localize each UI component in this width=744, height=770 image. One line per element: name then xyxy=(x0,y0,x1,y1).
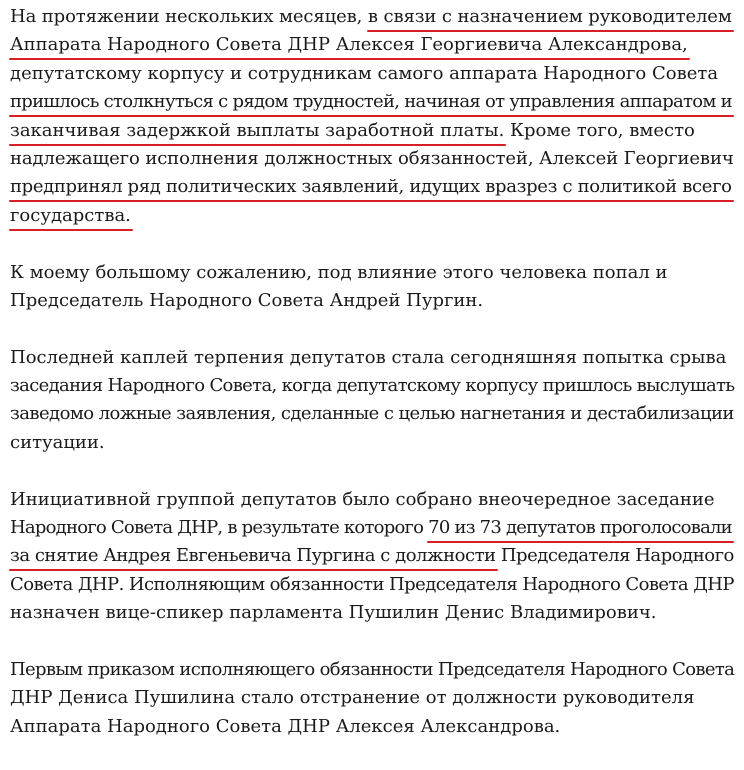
text-segment: Народного Совета ДНР, в результате которого xyxy=(10,517,429,539)
text-segment: Совета ДНР. Исполняющим обязанности Председателя Народного Совета ДНР xyxy=(10,573,734,595)
paragraph xyxy=(10,3,734,230)
text-line xyxy=(10,60,734,88)
underlined-phrase: заканчивая задержкой выплаты заработной платы. xyxy=(10,119,505,141)
text-line xyxy=(10,514,734,542)
text-segment: Первым приказом исполняющего обязанности Председателя Народного Совета xyxy=(10,658,735,680)
text-line xyxy=(10,542,734,570)
text-segment: Последней каплей терпения депутатов стала сегодняшняя попытка срыва xyxy=(10,346,727,368)
text-segment: К моему большому сожалению, под влияние этого человека попал и xyxy=(10,261,668,283)
underlined-phrase: предпринял ряд политических заявлений, идущих вразрез с политикой всего xyxy=(10,176,732,198)
text-line xyxy=(10,173,734,201)
text-segment: депутатскому корпусу и сотрудникам самого аппарата Народного Совета xyxy=(10,62,719,84)
text-line xyxy=(10,344,734,372)
text-line xyxy=(10,202,734,230)
text-segment: Кроме того, вместо xyxy=(504,119,695,141)
text-line xyxy=(10,400,734,428)
text-line xyxy=(10,117,734,145)
text-line xyxy=(10,713,734,741)
text-line xyxy=(10,31,734,59)
text-segment: надлежащего исполнения должностных обязанностей, Алексей Георгиевич xyxy=(10,147,734,169)
text-line xyxy=(10,571,734,599)
underlined-phrase: пришлось столкнуться с рядом трудностей, начиная от управления аппаратом и xyxy=(10,91,732,113)
text-line xyxy=(10,145,734,173)
text-line xyxy=(10,486,734,514)
paragraph xyxy=(10,486,734,628)
text-line xyxy=(10,259,734,287)
text-line xyxy=(10,599,734,627)
text-segment: На протяжении нескольких месяцев, xyxy=(10,6,368,27)
text-segment: Аппарата Народного Совета ДНР Алексея Александрова. xyxy=(10,715,561,737)
text-segment: Инициативной группой депутатов было собрано внеочередное заседание xyxy=(10,488,715,510)
text-line xyxy=(10,429,734,457)
text-line xyxy=(10,88,734,116)
underlined-phrase: Аппарата Народного Совета ДНР Алексея Георгиевича Александрова, xyxy=(10,34,688,56)
underlined-phrase: за снятие Андрея Евгеньевича Пургина с должности xyxy=(10,545,496,567)
paragraph xyxy=(10,259,734,316)
text-line xyxy=(10,656,734,684)
text-line xyxy=(10,3,734,31)
underlined-phrase: государства. xyxy=(10,204,131,226)
paragraph xyxy=(10,656,734,741)
text-segment: ситуации. xyxy=(10,431,105,453)
text-segment: Председатель Народного Совета Андрей Пургин. xyxy=(10,289,484,311)
paragraph xyxy=(10,344,734,458)
underlined-phrase: в связи с назначением руководителем xyxy=(367,6,732,27)
text-segment: Председателя Народного xyxy=(495,545,734,567)
underlined-phrase: 70 из 73 депутатов проголосовали xyxy=(428,517,732,539)
text-line xyxy=(10,287,734,315)
text-segment: назначен вице-спикер парламента Пушилин Денис Владимирович. xyxy=(10,602,657,624)
text-line xyxy=(10,372,734,400)
text-segment: заведомо ложные заявления, сделанные с целью нагнетания и дестабилизации xyxy=(10,403,734,425)
text-line xyxy=(10,684,734,712)
text-segment: заседания Народного Совета, когда депутатскому корпусу пришлось выслушать xyxy=(10,375,735,397)
text-segment: ДНР Дениса Пушилина стало отстранение от должности руководителя xyxy=(10,687,695,709)
